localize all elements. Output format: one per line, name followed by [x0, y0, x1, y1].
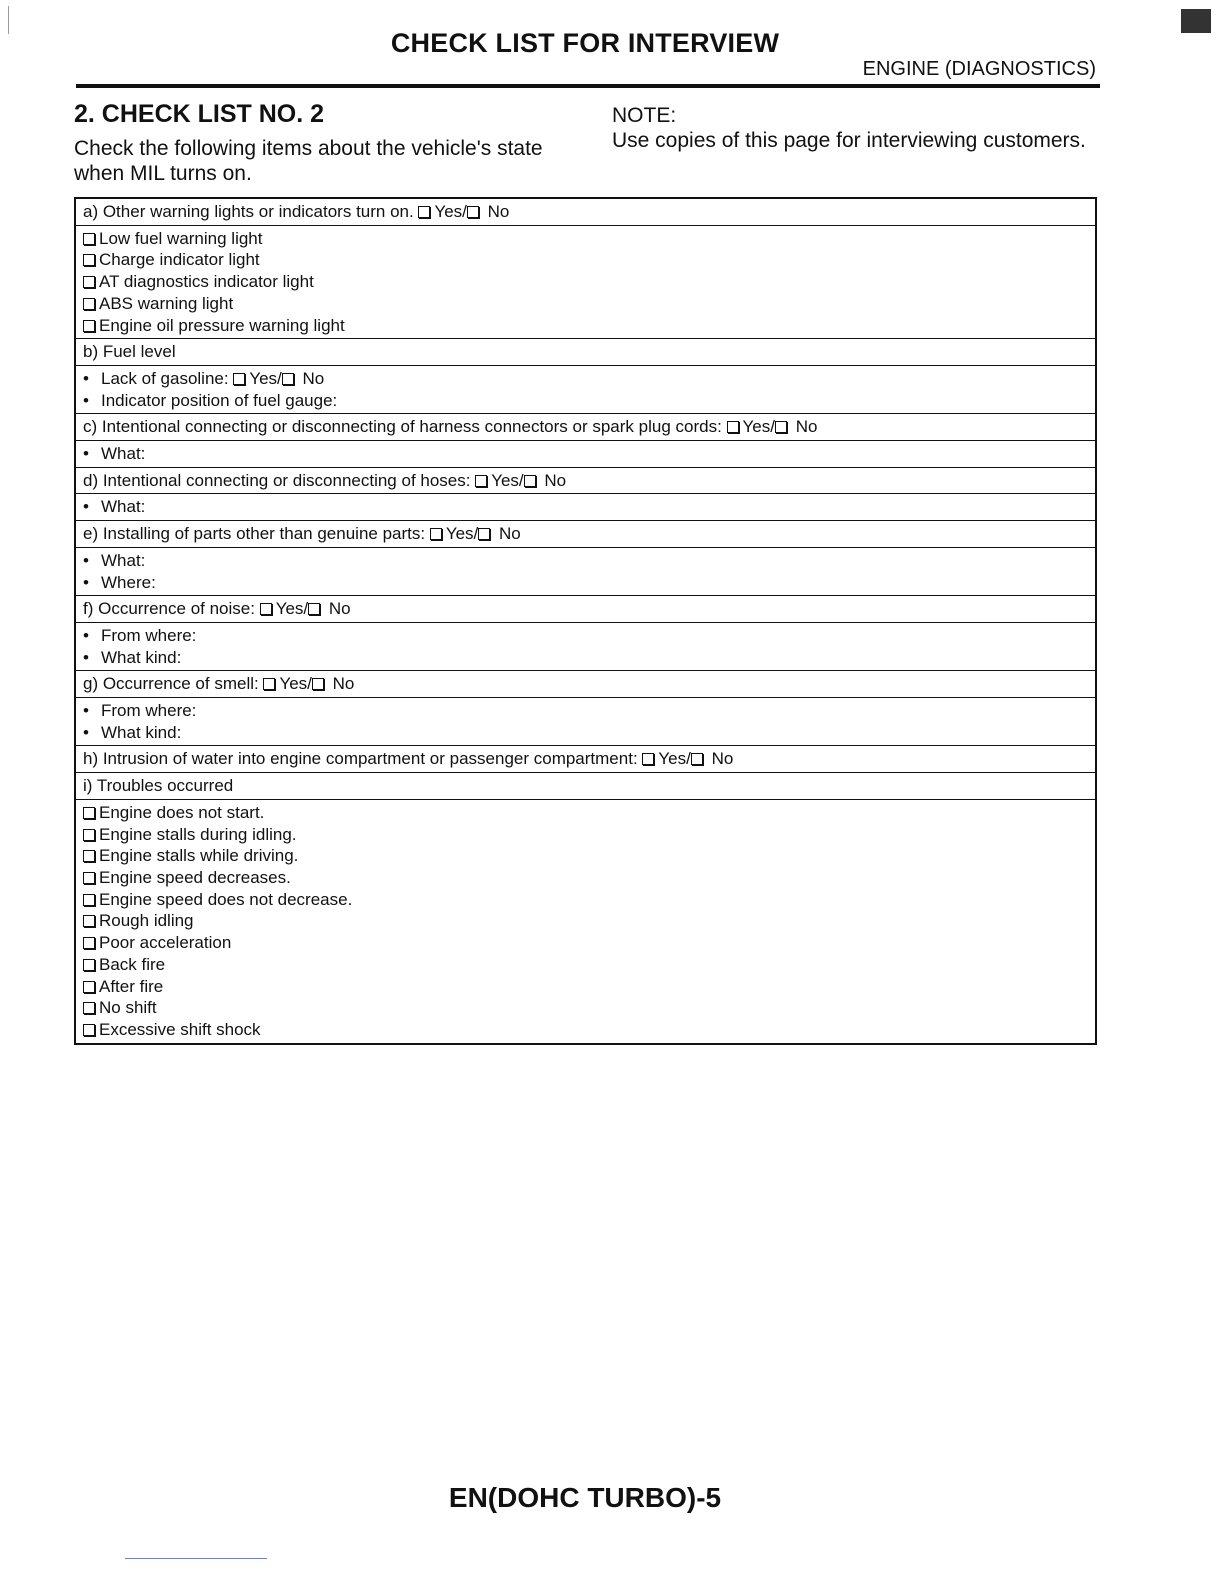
- bullet-icon: •: [83, 701, 89, 721]
- checklist-line: [83, 802, 1088, 824]
- checkbox[interactable]: [263, 678, 275, 690]
- checkbox[interactable]: [478, 528, 490, 540]
- checklist-line: [83, 673, 1088, 695]
- checklist-line: [83, 845, 1088, 867]
- corner-index-tab: [1181, 9, 1211, 33]
- checklist-heading: 2. CHECK LIST NO. 2: [74, 100, 325, 128]
- checkbox[interactable]: [233, 373, 245, 385]
- checklist-item-text: Engine does not start.: [99, 802, 265, 822]
- checkbox[interactable]: [83, 872, 95, 884]
- checklist-row: [76, 493, 1095, 520]
- bullet-icon: •: [83, 625, 89, 645]
- checklist-line: [83, 416, 1088, 438]
- checkbox[interactable]: [430, 528, 442, 540]
- yes-label: Yes/: [434, 202, 467, 221]
- footer-link-underline: [125, 1558, 267, 1559]
- checklist-item-text: e) Installing of parts other than genuine parts:: [83, 524, 430, 544]
- checklist-line: [83, 470, 1088, 492]
- checklist-line: [83, 293, 1088, 315]
- checklist-line: [83, 775, 1088, 797]
- checkbox[interactable]: [467, 206, 479, 218]
- checklist-row: [76, 772, 1095, 799]
- checklist-line: [83, 341, 1088, 363]
- checklist-row: [76, 520, 1095, 547]
- checklist-item-text: What kind:: [101, 647, 182, 667]
- checkbox[interactable]: [83, 850, 95, 862]
- checklist-item-text: Engine stalls while driving.: [99, 846, 299, 866]
- checkbox[interactable]: [83, 1002, 95, 1014]
- checkbox[interactable]: [83, 1024, 95, 1036]
- checklist-row: [76, 338, 1095, 365]
- checklist-line: [83, 523, 1088, 545]
- checklist-item-text: AT diagnostics indicator light: [99, 272, 314, 292]
- yes-label: Yes/: [742, 417, 775, 437]
- checkbox[interactable]: [691, 753, 703, 765]
- checkbox[interactable]: [83, 981, 95, 993]
- checklist-line: [83, 976, 1088, 998]
- checklist-line: [83, 572, 1088, 594]
- bullet-icon: •: [83, 647, 89, 667]
- checklist-line: [83, 496, 1088, 518]
- checklist-row: [76, 799, 1095, 1043]
- checklist-row: [76, 440, 1095, 467]
- checklist-item-text: ABS warning light: [99, 293, 234, 313]
- checklist-item-text: From where:: [101, 701, 197, 721]
- note-label: NOTE:: [612, 104, 677, 127]
- checklist-line: [83, 910, 1088, 932]
- bullet-icon: •: [83, 497, 89, 517]
- bullet-icon: •: [83, 722, 89, 742]
- checklist-item-text: Back fire: [99, 954, 166, 974]
- yes-label: Yes/: [658, 749, 691, 769]
- checklist-item-text: i) Troubles occurred: [83, 776, 234, 796]
- checklist-item-text: No shift: [99, 998, 157, 1018]
- checklist-line: [83, 443, 1088, 465]
- checkbox[interactable]: [418, 206, 430, 218]
- checklist-line: [83, 550, 1088, 572]
- checklist-line: [83, 625, 1088, 647]
- checkbox[interactable]: [312, 678, 324, 690]
- no-label: No: [539, 470, 567, 490]
- checklist-line: [83, 1019, 1088, 1041]
- yes-label: Yes/: [249, 368, 282, 388]
- page-title: CHECK LIST FOR INTERVIEW: [390, 28, 780, 58]
- checklist-item-text: What:: [101, 550, 146, 570]
- checklist-line: [83, 368, 1088, 390]
- checklist-line: [83, 748, 1088, 770]
- checklist-item-text: What kind:: [101, 722, 182, 742]
- intro-text: Check the following items about the vehicle's state when MIL turns on.: [74, 137, 543, 185]
- checkbox[interactable]: [775, 421, 787, 433]
- checklist-row: [76, 365, 1095, 413]
- section-label: ENGINE (DIAGNOSTICS): [862, 58, 1096, 80]
- checklist-item-text: d) Intentional connecting or disconnecting of hoses:: [83, 470, 476, 490]
- checklist-item-text: Excessive shift shock: [99, 1019, 261, 1039]
- checkbox[interactable]: [83, 254, 95, 266]
- interview-checklist-table: [74, 197, 1097, 1045]
- checkbox[interactable]: [282, 373, 294, 385]
- no-label: No: [494, 524, 521, 544]
- yes-label: Yes/: [279, 674, 312, 694]
- checklist-item-text: Rough idling: [99, 911, 194, 931]
- no-label: No: [327, 674, 355, 694]
- yes-label: Yes/: [275, 599, 309, 619]
- checkbox[interactable]: [83, 894, 95, 906]
- checklist-item-text: g) Occurrence of smell:: [83, 674, 264, 694]
- checkbox[interactable]: [83, 915, 95, 927]
- checklist-row: [76, 745, 1095, 772]
- checklist-item-text: What:: [101, 497, 146, 517]
- bullet-icon: •: [83, 368, 89, 388]
- checklist-row: [76, 697, 1095, 745]
- checklist-line: [83, 228, 1088, 250]
- checklist-item-text: Engine speed does not decrease.: [99, 889, 353, 909]
- checklist-item-text: Charge indicator light: [99, 250, 260, 270]
- checklist-row: [76, 547, 1095, 595]
- checklist-row: [76, 199, 1095, 225]
- checklist-row: [76, 670, 1095, 697]
- checklist-line: [83, 700, 1088, 722]
- checkbox[interactable]: [642, 753, 654, 765]
- checklist-item-text: Where:: [101, 572, 156, 592]
- checklist-item-text: a) Other warning lights or indicators turn on.: [83, 202, 419, 221]
- checkbox[interactable]: [83, 807, 95, 819]
- checklist-row: [76, 467, 1095, 494]
- checkbox[interactable]: [727, 421, 739, 433]
- bullet-icon: •: [83, 572, 89, 592]
- checklist-line: [83, 889, 1088, 911]
- page-number: EN(DOHC TURBO)-5: [448, 1482, 722, 1513]
- checkbox[interactable]: [524, 475, 536, 487]
- checkbox[interactable]: [83, 233, 95, 245]
- checkbox[interactable]: [83, 276, 95, 288]
- checklist-row: [76, 595, 1095, 622]
- checklist-line: [83, 997, 1088, 1019]
- checklist-item-text: h) Intrusion of water into engine compartment or passenger compartment:: [83, 749, 643, 769]
- bullet-icon: •: [83, 390, 89, 410]
- checklist-item-text: Poor acceleration: [99, 933, 232, 953]
- checkbox[interactable]: [83, 829, 95, 841]
- bullet-icon: •: [83, 444, 89, 464]
- checklist-row: [76, 225, 1095, 339]
- checklist-line: [83, 598, 1088, 620]
- checklist-row: [76, 413, 1095, 440]
- checklist-line: [83, 390, 1088, 412]
- no-label: No: [324, 599, 351, 619]
- bullet-icon: •: [83, 550, 89, 570]
- checklist-line: [83, 201, 1088, 223]
- yes-label: Yes/: [491, 470, 524, 490]
- checklist-line: [83, 271, 1088, 293]
- checklist-item-text: Engine speed decreases.: [99, 867, 291, 887]
- checklist-item-text: c) Intentional connecting or disconnecting of harness connectors or spark plug cords:: [83, 417, 727, 437]
- checklist-line: [83, 647, 1088, 669]
- checkbox[interactable]: [83, 959, 95, 971]
- header-rule: [76, 84, 1100, 88]
- no-label: No: [482, 202, 510, 221]
- checklist-item-text: Engine oil pressure warning light: [99, 315, 345, 335]
- checkbox[interactable]: [83, 298, 95, 310]
- no-label: No: [297, 368, 325, 388]
- checklist-row: [76, 622, 1095, 670]
- checklist-line: [83, 954, 1088, 976]
- checklist-line: [83, 315, 1088, 337]
- checkbox[interactable]: [308, 603, 320, 615]
- checklist-line: [83, 249, 1088, 271]
- checklist-item-text: What:: [101, 444, 146, 464]
- checklist-item-text: Lack of gasoline:: [101, 368, 234, 388]
- checkbox[interactable]: [83, 320, 95, 332]
- checklist-line: [83, 932, 1088, 954]
- checklist-item-text: f) Occurrence of noise:: [83, 599, 260, 619]
- checkbox[interactable]: [83, 937, 95, 949]
- checkbox[interactable]: [475, 475, 487, 487]
- note-text: Use copies of this page for interviewing customers.: [612, 129, 1086, 152]
- checklist-item-text: After fire: [99, 976, 164, 996]
- checklist-item-text: Engine stalls during idling.: [99, 824, 297, 844]
- checklist-item-text: From where:: [101, 625, 197, 645]
- yes-label: Yes/: [445, 524, 479, 544]
- no-label: No: [706, 749, 734, 769]
- checklist-line: [83, 722, 1088, 744]
- checklist-item-text: b) Fuel level: [83, 342, 176, 362]
- checklist-line: [83, 824, 1088, 846]
- checklist-item-text: Indicator position of fuel gauge:: [101, 390, 338, 410]
- checklist-line: [83, 867, 1088, 889]
- no-label: No: [791, 417, 818, 437]
- checkbox[interactable]: [260, 603, 272, 615]
- checklist-item-text: Low fuel warning light: [99, 228, 263, 248]
